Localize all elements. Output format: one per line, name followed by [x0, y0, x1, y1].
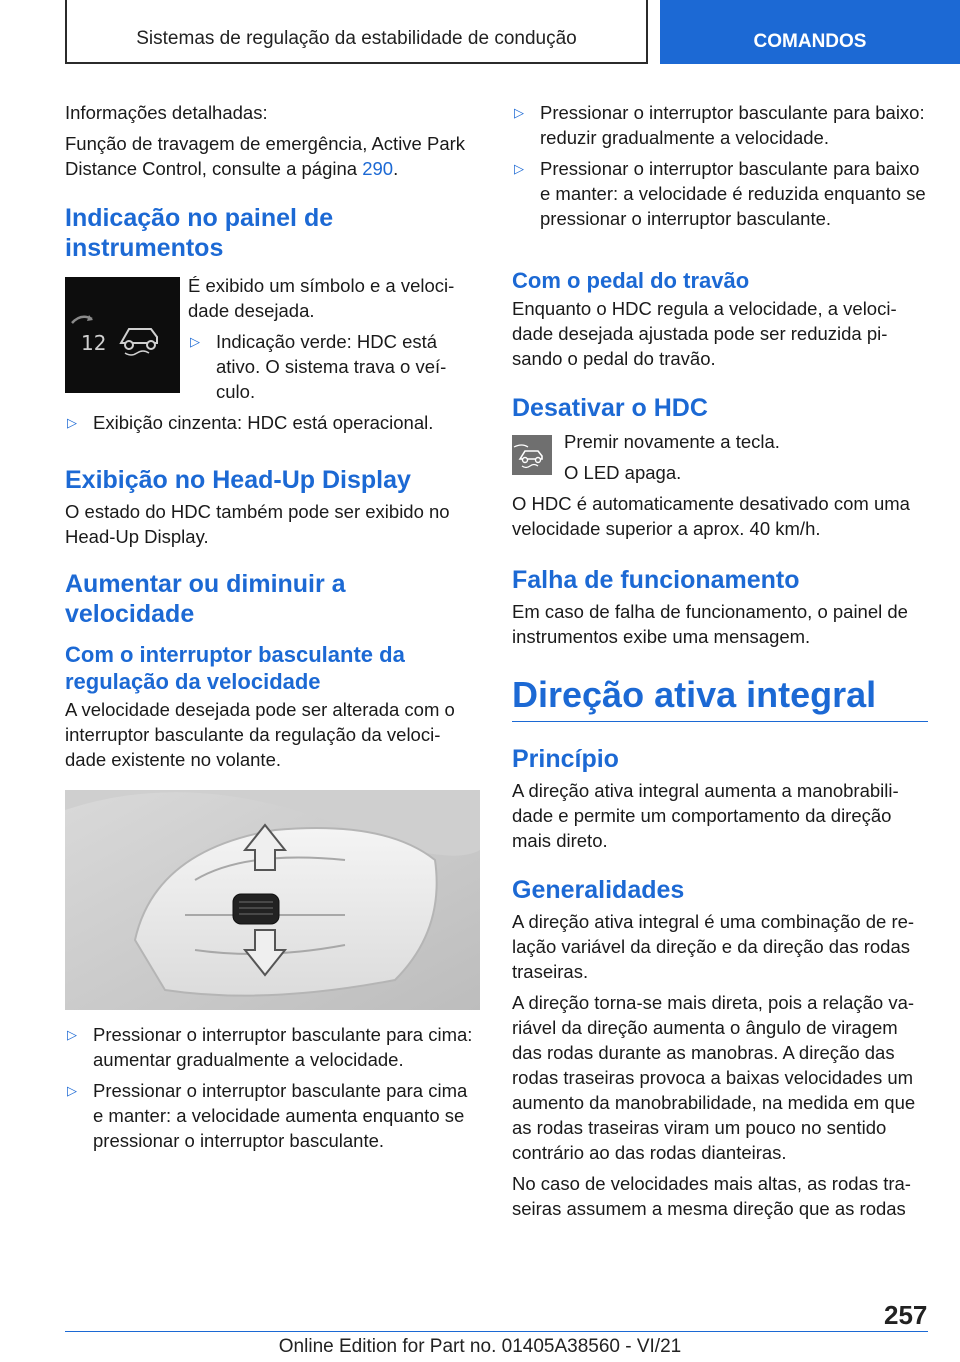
desativar-text: O HDC é automaticamente desativado com uma velocidade superior a aprox. 40 km/h. [512, 493, 910, 539]
right-column [512, 100, 928, 1221]
bullet-cima: ▷ Pressionar o interruptor basculante para cima: aumentar gradualmente a velocidade. [67, 1024, 473, 1070]
heading-rule [512, 721, 928, 722]
intro-text: Função de travagem de emergência, Active Park Distance Control, consulte a página 290. [65, 133, 466, 179]
header-box [65, 0, 648, 64]
generalidades-text-1: A direção ativa integral é uma combinação de re‐lação variável da direção e da direção das rodas traseiras. [512, 911, 915, 982]
interruptor-text: A velocidade desejada pode ser alterada com o interruptor basculante da regulação da veloci‐dade existente no volante. [65, 699, 455, 770]
triangle-bullet-icon: ▷ [514, 161, 524, 176]
heading-generalidades: Generalidades [512, 876, 685, 904]
rocker-switch-icon [65, 790, 480, 1010]
pedal-text: Enquanto o HDC regula a velocidade, a veloci‐dade desejada ajustada pode ser reduzida pi‐sando o pedal do travão. [512, 298, 897, 369]
heading-aumentar: Aumentar ou diminuir a velocidade [65, 570, 346, 628]
generalidades-text-3: No caso de velocidades mais altas, as rodas tra‐seiras assumem a mesma direção que as rodas [512, 1173, 911, 1219]
desativar-step-2: O LED apaga. [564, 462, 682, 483]
generalidades-text-2: A direção torna-se mais direta, pois a relação va‐riável da direção aumenta o ângulo de viragem das rodas durante as manobras. A direção das rodas traseiras provoca a baixas velocidades um aumento da manobrabilidade, na medida em que as rodas traseiras viram um pouco no sentido contrário ao das rodas dianteiras. [512, 992, 916, 1163]
cluster-speed: 12 [81, 331, 107, 355]
heading-desativar: Desativar o HDC [512, 394, 708, 422]
triangle-bullet-icon: ▷ [190, 334, 200, 349]
steering-switch-image [65, 790, 480, 1010]
heading-indicacao: Indicação no painel de instrumentos [65, 204, 334, 262]
left-column [65, 100, 480, 1153]
indicacao-text: É exibido um símbolo e a veloci‐dade desejada. [188, 275, 455, 321]
hdc-cluster-icon [65, 277, 180, 393]
headup-text: O estado do HDC também pode ser exibido no Head-Up Display. [65, 501, 450, 547]
triangle-bullet-icon: ▷ [67, 1027, 77, 1042]
desativar-step-1: Premir novamente a tecla. [564, 431, 780, 452]
bullet-verde: ▷ Indicação verde: HDC está ativo. O sistema trava o veí‐culo. [190, 331, 447, 402]
principio-text: A direção ativa integral aumenta a manobrabili‐dade e permite um comportamento da direção mais direto. [512, 780, 899, 851]
triangle-bullet-icon: ▷ [67, 415, 77, 430]
footer-rule [65, 1331, 928, 1332]
heading-principio: Princípio [512, 745, 619, 773]
tab-comandos[interactable]: COMANDOS [660, 0, 960, 64]
hdc-descent-icon [512, 435, 552, 475]
bullet-cinzenta: ▷ Exibição cinzenta: HDC está operacional. [67, 412, 434, 433]
heading-headup: Exibição no Head-Up Display [65, 466, 411, 494]
heading-pedal: Com o pedal do travão [512, 268, 750, 293]
bullet-baixo: ▷ Pressionar o interruptor basculante para baixo: reduzir gradualmente a velocidade. [514, 102, 925, 148]
falha-text: Em caso de falha de funcionamento, o painel de instrumentos exibe uma mensagem. [512, 601, 908, 647]
desativar-row [512, 429, 928, 485]
section-title: Sistemas de regulação da estabilidade de condução [136, 28, 577, 49]
triangle-bullet-icon: ▷ [67, 1083, 77, 1098]
hdc-button-image [512, 435, 552, 475]
cluster-figure-row [65, 277, 480, 404]
desativar-text-block [552, 429, 928, 485]
page-link[interactable]: 290 [362, 158, 394, 179]
heading-interruptor: Com o interruptor basculante da regulação da velocidade [65, 642, 405, 694]
intro-label: Informações detalhadas: [65, 102, 268, 123]
edition-text: Online Edition for Part no. 01405A38560 - VI/21 [278, 1336, 682, 1357]
heading-falha: Falha de funcionamento [512, 566, 800, 594]
indicacao-text-block [180, 277, 480, 404]
bullet-baixo-manter: ▷ Pressionar o interruptor basculante para baixo e manter: a velocidade é reduzida enquanto se pressionar o interruptor basculante. [514, 158, 926, 229]
bullet-cima-manter: ▷ Pressionar o interruptor basculante para cima e manter: a velocidade aumenta enquanto se pressionar o interruptor basculante. [67, 1080, 468, 1151]
triangle-bullet-icon: ▷ [514, 105, 524, 120]
page-number: 257 [884, 1300, 928, 1330]
cluster-image [65, 277, 180, 393]
heading-direcao: Direção ativa integral [512, 674, 877, 715]
